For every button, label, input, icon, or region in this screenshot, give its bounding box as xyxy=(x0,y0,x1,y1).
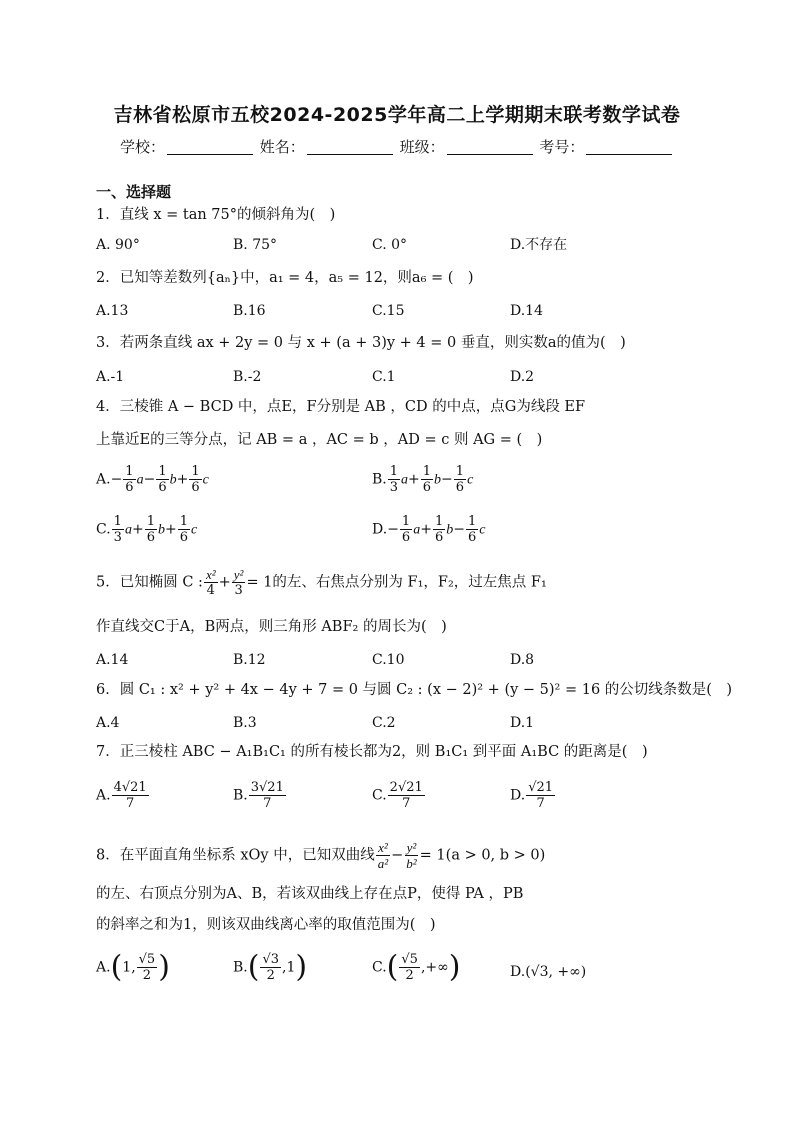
q4-a-frac-3: $\frac{1}{6}$ xyxy=(191,464,200,495)
q7-option-a: A. $\frac{4√21}{7}$ xyxy=(96,780,147,811)
question-8-line-3: 的斜率之和为1，则该双曲线离心率的取值范围为( ) xyxy=(96,917,436,933)
q8-option-a: A.(1, $\frac{√5}{2}$ ) xyxy=(96,949,170,985)
q6-option-a: A.4 xyxy=(96,715,120,731)
q8-frac-x: $\frac{\text{x²}}{\text{a²}}$ xyxy=(377,840,389,871)
q4-option-b: B. $\frac{1}{3}$ a+ $\frac{1}{6}$ b− $\frac{1}{6}$ c xyxy=(372,464,474,495)
q4-option-a: A.− $\frac{1}{6}$ a− $\frac{1}{6}$ b+ $\frac{1}{6}$ c xyxy=(96,464,209,495)
school-blank[interactable] xyxy=(167,140,253,155)
class-blank[interactable] xyxy=(447,140,533,155)
q6-option-b: B.3 xyxy=(233,715,257,731)
q5-option-a: A.14 xyxy=(96,652,129,668)
q4-c-frac-3: $\frac{1}{6}$ xyxy=(179,514,188,545)
q5-frac-x: $\frac{\text{x²}}{4}$ xyxy=(205,567,216,598)
question-6-text: 6．圆 C₁ : x² + y² + 4x − 4y + 7 = 0 与圆 C₂ : (x − 2)² + (y − 5)² = 16 的公切线条数是( ) xyxy=(96,682,733,698)
q5-frac-y: $\frac{\text{y²}}{3}$ xyxy=(233,567,244,598)
q3-option-c: C.1 xyxy=(372,369,396,385)
q6-option-d: D.1 xyxy=(510,715,535,731)
q4-a-frac-2: $\frac{1}{6}$ xyxy=(158,464,167,495)
q4-a-label: A. xyxy=(96,471,111,488)
question-2-text: 2．已知等差数列{aₙ}中，a₁ = 4，a₅ = 12，则a₆ = ( ) xyxy=(96,270,474,286)
student-info-line xyxy=(120,136,674,157)
name-blank[interactable] xyxy=(307,140,393,155)
q7-option-c: C. $\frac{2√21}{7}$ xyxy=(372,780,423,811)
q6-option-c: C.2 xyxy=(372,715,396,731)
q4-c-frac-2: $\frac{1}{6}$ xyxy=(146,514,155,545)
q4-option-c: C. $\frac{1}{3}$ a+ $\frac{1}{6}$ b+ $\frac{1}{6}$ c xyxy=(96,514,198,545)
q5-option-d: D.8 xyxy=(510,652,535,668)
q8-option-d: D.(√3, +∞) xyxy=(510,964,587,980)
q8-frac-y: $\frac{\text{y²}}{\text{b²}}$ xyxy=(406,840,417,871)
q4-b-label: B. xyxy=(372,471,387,488)
question-3-text: 3．若两条直线 ax + 2y = 0 与 x + (a + 3)y + 4 = 0 垂直，则实数a的值为( ) xyxy=(96,335,626,351)
number-label: 考号： xyxy=(539,138,585,156)
q4-b-frac-3: $\frac{1}{6}$ xyxy=(455,464,465,495)
q3-option-a: A.-1 xyxy=(96,369,125,385)
question-8-line-1: 8．在平面直角坐标系 xOy 中，已知双曲线 $\frac{\text{x²}}{\text{a²}}$ − $\frac{\text{y²}}{\text{b²}}$ = 1(a > 0, b > 0) xyxy=(96,840,546,871)
q3-option-b: B.-2 xyxy=(233,369,262,385)
q7-option-d: D. $\frac{√21}{7}$ xyxy=(510,780,554,811)
q4-c-frac-1: $\frac{1}{3}$ xyxy=(113,514,122,545)
q2-option-b: B.16 xyxy=(233,303,266,319)
school-label: 学校： xyxy=(120,138,166,156)
question-5-line-1: 5．已知椭圆 C : $\frac{\text{x²}}{4}$ + $\frac{\text{y²}}{3}$ = 1的左、右焦点分别为 F₁，F₂，过左焦点 F₁ xyxy=(96,567,547,598)
q2-option-d: D.14 xyxy=(510,303,543,319)
q5-option-c: C.10 xyxy=(372,652,405,668)
q8-option-b: B.( $\frac{√3}{2}$ ,1) xyxy=(233,949,308,985)
exam-title: 吉林省松原市五校2024-2025学年高二上学期期末联考数学试卷 xyxy=(113,104,681,126)
q4-d-frac-3: $\frac{1}{6}$ xyxy=(467,514,477,545)
question-4-line-1: 4．三棱锥 A − BCD 中，点E，F分别是 AB ，CD 的中点，点G为线段 EF xyxy=(96,399,586,415)
q4-a-sign: − xyxy=(110,471,123,488)
name-label: 姓名： xyxy=(259,138,305,156)
section-heading: 一、选择题 xyxy=(96,183,172,201)
q4-d-label: D. xyxy=(372,521,388,538)
question-8-line-2: 的左、右顶点分别为A、B，若该双曲线上存在点P，使得 PA ，PB xyxy=(96,886,524,902)
q2-option-c: C.15 xyxy=(372,303,405,319)
q2-option-a: A.13 xyxy=(96,303,129,319)
q4-b-frac-1: $\frac{1}{3}$ xyxy=(389,464,399,495)
q4-c-label: C. xyxy=(96,521,111,538)
q4-d-frac-1: $\frac{1}{6}$ xyxy=(401,514,411,545)
q1-option-a: A. 90° xyxy=(96,237,140,253)
q1-option-c: C. 0° xyxy=(372,237,408,253)
question-7-text: 7．正三棱柱 ABC − A₁B₁C₁ 的所有棱长都为2，则 B₁C₁ 到平面 A₁BC 的距离是( ) xyxy=(96,744,648,760)
q4-d-frac-2: $\frac{1}{6}$ xyxy=(434,514,444,545)
class-label: 班级： xyxy=(399,138,445,156)
q7-option-b: B. $\frac{3√21}{7}$ xyxy=(233,780,284,811)
question-5-line-2: 作直线交C于A，B两点，则三角形 ABF₂ 的周长为( ) xyxy=(96,619,447,635)
q3-option-d: D.2 xyxy=(510,369,535,385)
q4-a-frac-1: $\frac{1}{6}$ xyxy=(125,464,134,495)
q1-option-b: B. 75° xyxy=(233,237,278,253)
q1-option-d: D.不存在 xyxy=(510,237,568,253)
number-blank[interactable] xyxy=(586,140,672,155)
question-1-text: 1．直线 x = tan 75°的倾斜角为( ) xyxy=(96,207,336,223)
question-4-line-2: 上靠近E的三等分点，记 AB = a ，AC = b ，AD = c 则 AG = ( ) xyxy=(96,432,543,448)
q8-option-c: C.( $\frac{√5}{2}$ ,+∞) xyxy=(372,949,461,985)
q4-option-d: D.− $\frac{1}{6}$ a+ $\frac{1}{6}$ b− $\frac{1}{6}$ c xyxy=(372,514,486,545)
q5-option-b: B.12 xyxy=(233,652,266,668)
q4-b-frac-2: $\frac{1}{6}$ xyxy=(422,464,432,495)
